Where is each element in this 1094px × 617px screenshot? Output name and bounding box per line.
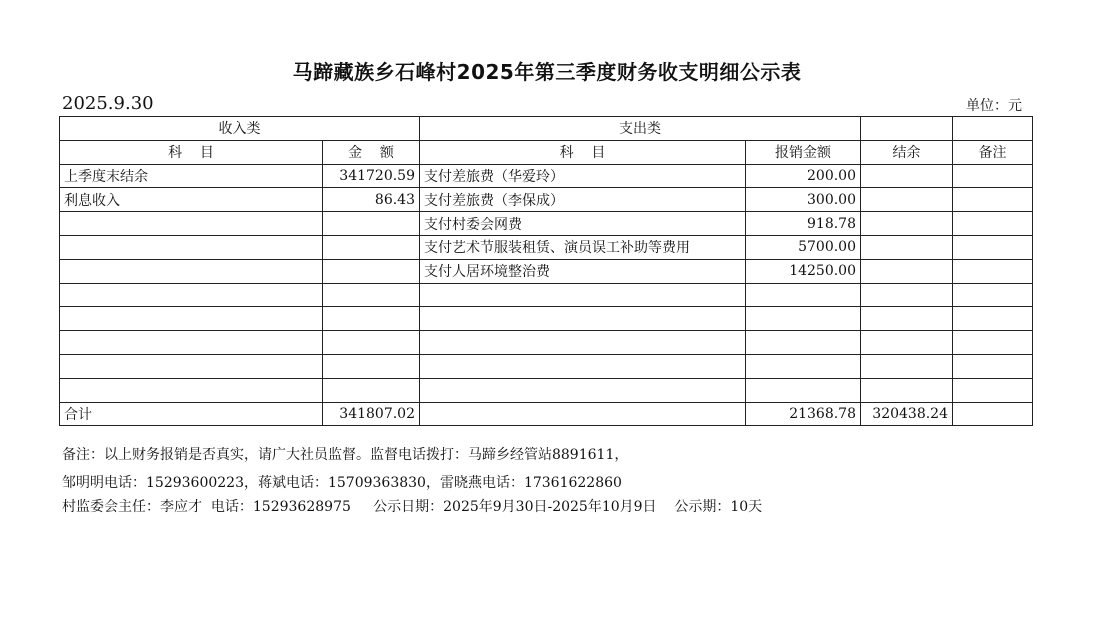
- table-row: [60, 235, 1033, 259]
- remark-cell: [953, 164, 1033, 188]
- income-group-header: 收入类: [60, 117, 420, 141]
- remark-cell: [953, 283, 1033, 307]
- remark-cell: [953, 259, 1033, 283]
- remark-cell: [953, 235, 1033, 259]
- table-row: [60, 307, 1033, 331]
- income-amount-cell: 86.43: [323, 188, 420, 212]
- income-amount-header: 金 额: [323, 140, 420, 164]
- balance-cell: [861, 259, 953, 283]
- balance-cell: [861, 212, 953, 236]
- income-amount-cell: [323, 307, 420, 331]
- total-expense-amount: 21368.78: [746, 402, 861, 426]
- income-subject-cell: [60, 259, 323, 283]
- total-income-amount: 341807.02: [323, 402, 420, 426]
- income-subject-cell: [60, 354, 323, 378]
- remark-cell: [953, 212, 1033, 236]
- income-amount-cell: [323, 235, 420, 259]
- balance-cell: [861, 307, 953, 331]
- expense-subject-cell: 支付村委会网费: [420, 212, 746, 236]
- income-subject-cell: [60, 331, 323, 355]
- expense-subject-cell: [420, 354, 746, 378]
- income-subject-header: 科 目: [60, 140, 323, 164]
- expense-amount-cell: [746, 378, 861, 402]
- balance-cell: [861, 235, 953, 259]
- expense-amount-header: 报销金额: [746, 140, 861, 164]
- income-amount-cell: [323, 378, 420, 402]
- balance-cell: [861, 164, 953, 188]
- total-row: [60, 402, 1033, 426]
- income-amount-cell: [323, 331, 420, 355]
- expense-subject-cell: 支付人居环境整治费: [420, 259, 746, 283]
- income-amount-cell: [323, 212, 420, 236]
- income-subject-cell: [60, 283, 323, 307]
- expense-subject-cell: 支付差旅费（李保成）: [420, 188, 746, 212]
- balance-cell: [861, 354, 953, 378]
- income-subject-cell: [60, 307, 323, 331]
- total-balance: 320438.24: [861, 402, 953, 426]
- expense-amount-cell: 300.00: [746, 188, 861, 212]
- table-row: [60, 378, 1033, 402]
- note-line-3: 村监委会主任：李应才 电话：15293628975 公示日期：2025年9月30日-2025年10月9日 公示期：10天: [62, 499, 763, 515]
- header-column-row: [60, 140, 1033, 164]
- ledger-table: [59, 116, 1033, 426]
- report-date: 2025.9.30: [62, 93, 154, 114]
- expense-subject-cell: [420, 331, 746, 355]
- expense-amount-cell: [746, 283, 861, 307]
- expense-amount-cell: [746, 307, 861, 331]
- balance-group-header: [861, 117, 953, 141]
- remark-cell: [953, 354, 1033, 378]
- income-subject-cell: [60, 212, 323, 236]
- table-row: [60, 331, 1033, 355]
- balance-cell: [861, 378, 953, 402]
- income-subject-cell: [60, 235, 323, 259]
- remark-header: 备注: [953, 140, 1033, 164]
- balance-header: 结余: [861, 140, 953, 164]
- balance-cell: [861, 283, 953, 307]
- expense-amount-cell: [746, 331, 861, 355]
- expense-amount-cell: 14250.00: [746, 259, 861, 283]
- note-line-2: 邹明明电话：15293600223，蒋斌电话：15709363830，雷晓燕电话：17361622860: [62, 475, 622, 491]
- expense-amount-cell: 200.00: [746, 164, 861, 188]
- expense-subject-cell: [420, 307, 746, 331]
- expense-subject-cell: [420, 378, 746, 402]
- expense-amount-cell: [746, 354, 861, 378]
- total-label: 合计: [60, 402, 323, 426]
- expense-subject-cell: 支付艺术节服装租赁、演员误工补助等费用: [420, 235, 746, 259]
- table-row: [60, 259, 1033, 283]
- table-row: [60, 164, 1033, 188]
- remark-cell: [953, 188, 1033, 212]
- total-expense-subject: [420, 402, 746, 426]
- unit-label: 单位：元: [966, 98, 1022, 114]
- income-amount-cell: 341720.59: [323, 164, 420, 188]
- table-row: [60, 212, 1033, 236]
- table-row: [60, 354, 1033, 378]
- table-row: [60, 188, 1033, 212]
- expense-subject-cell: [420, 283, 746, 307]
- income-amount-cell: [323, 354, 420, 378]
- remark-cell: [953, 307, 1033, 331]
- expense-amount-cell: 918.78: [746, 212, 861, 236]
- total-remark: [953, 402, 1033, 426]
- note-line-1: 备注：以上财务报销是否真实，请广大社员监督。监督电话拨打：马蹄乡经管站8891611，: [62, 447, 629, 463]
- income-amount-cell: [323, 259, 420, 283]
- page-title: 马蹄藏族乡石峰村2025年第三季度财务收支明细公示表: [292, 60, 802, 84]
- table-row: [60, 283, 1033, 307]
- income-amount-cell: [323, 283, 420, 307]
- income-subject-cell: [60, 378, 323, 402]
- remark-cell: [953, 378, 1033, 402]
- expense-subject-header: 科 目: [420, 140, 746, 164]
- balance-cell: [861, 331, 953, 355]
- remark-cell: [953, 331, 1033, 355]
- balance-cell: [861, 188, 953, 212]
- expense-group-header: 支出类: [420, 117, 861, 141]
- expense-amount-cell: 5700.00: [746, 235, 861, 259]
- remark-group-header: [953, 117, 1033, 141]
- expense-subject-cell: 支付差旅费（华爱玲）: [420, 164, 746, 188]
- income-subject-cell: 上季度末结余: [60, 164, 323, 188]
- income-subject-cell: 利息收入: [60, 188, 323, 212]
- header-group-row: [60, 117, 1033, 141]
